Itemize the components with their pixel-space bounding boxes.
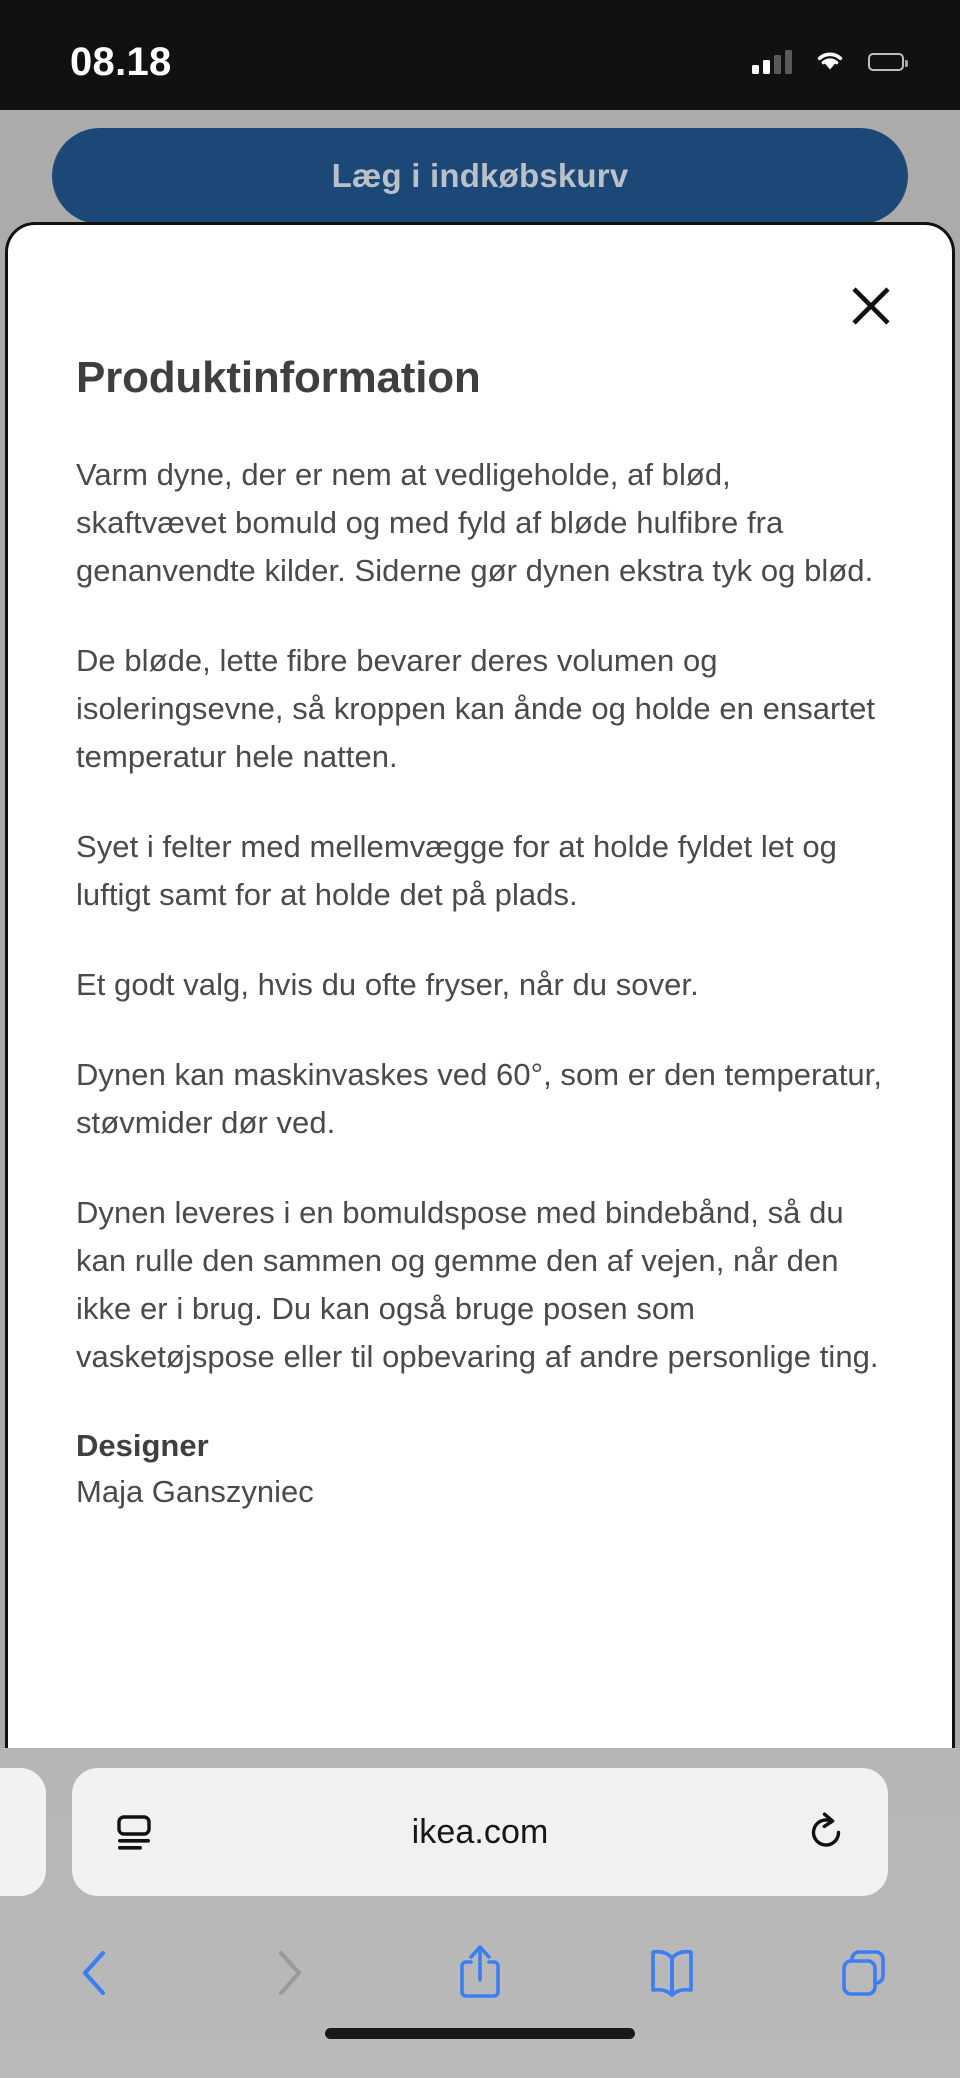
- product-paragraph: Syet i felter med mellemvægge for at holde fyldet let og luftigt samt for at holde det på plads.: [76, 829, 837, 912]
- share-icon: [453, 1942, 507, 2004]
- forward-button: [192, 1945, 384, 2001]
- book-icon: [643, 1944, 701, 2002]
- reload-icon[interactable]: [792, 1810, 848, 1854]
- home-indicator: [325, 2028, 635, 2039]
- browser-toolbar: [0, 1918, 960, 2028]
- url-text[interactable]: ikea.com: [411, 1812, 549, 1851]
- designer-label: Designer: [76, 1428, 209, 1463]
- product-information-modal: [5, 222, 955, 1748]
- designer-name: Maja Ganszyniec: [76, 1474, 314, 1509]
- add-to-cart-button[interactable]: Læg i indkøbskurv: [52, 128, 908, 224]
- address-bar[interactable]: [72, 1768, 888, 1896]
- chevron-left-icon: [71, 1945, 121, 2001]
- adjacent-tab-card[interactable]: [0, 1768, 46, 1896]
- share-button[interactable]: [384, 1942, 576, 2004]
- chevron-right-icon: [263, 1945, 313, 2001]
- bookmarks-button[interactable]: [576, 1944, 768, 2002]
- status-bar-icons: [752, 48, 904, 77]
- browser-bottom-chrome: [0, 1748, 960, 2078]
- product-paragraph: De bløde, lette fibre bevarer deres volumen og isoleringsevne, så kroppen kan ånde og holde en ensartet temperatur hele natten.: [76, 643, 876, 774]
- product-paragraph: Et godt valg, hvis du ofte fryser, når du sover.: [76, 967, 699, 1002]
- tabs-icon: [835, 1944, 893, 2002]
- status-bar-clock: 08.18: [70, 39, 172, 84]
- back-button[interactable]: [0, 1945, 192, 2001]
- close-icon[interactable]: [842, 277, 900, 335]
- designer-block: [76, 1423, 886, 1515]
- product-paragraph: Dynen kan maskinvaskes ved 60°, som er den temperatur, støvmider dør ved.: [76, 1057, 882, 1140]
- status-bar: [0, 0, 960, 110]
- product-paragraph: Dynen leveres i en bomuldspose med bindebånd, så du kan rulle den sammen og gemme den af vejen, når den ikke er i brug. Du kan også bruge posen som vasketøjspose eller til opbevaring af andre personlige ting.: [76, 1195, 879, 1374]
- tabs-button[interactable]: [768, 1944, 960, 2002]
- product-paragraph: Varm dyne, der er nem at vedligeholde, af blød, skaftvævet bomuld og med fyld af bløde hulfibre fra genanvendte kilder. Siderne gør dynen ekstra tyk og blød.: [76, 457, 874, 588]
- page-title: Produktinformation: [76, 353, 481, 402]
- wifi-icon: [814, 48, 846, 77]
- signal-bars-icon: [752, 50, 792, 74]
- page-format-icon[interactable]: [112, 1810, 168, 1854]
- battery-icon: [868, 53, 904, 71]
- modal-content: [8, 225, 952, 1515]
